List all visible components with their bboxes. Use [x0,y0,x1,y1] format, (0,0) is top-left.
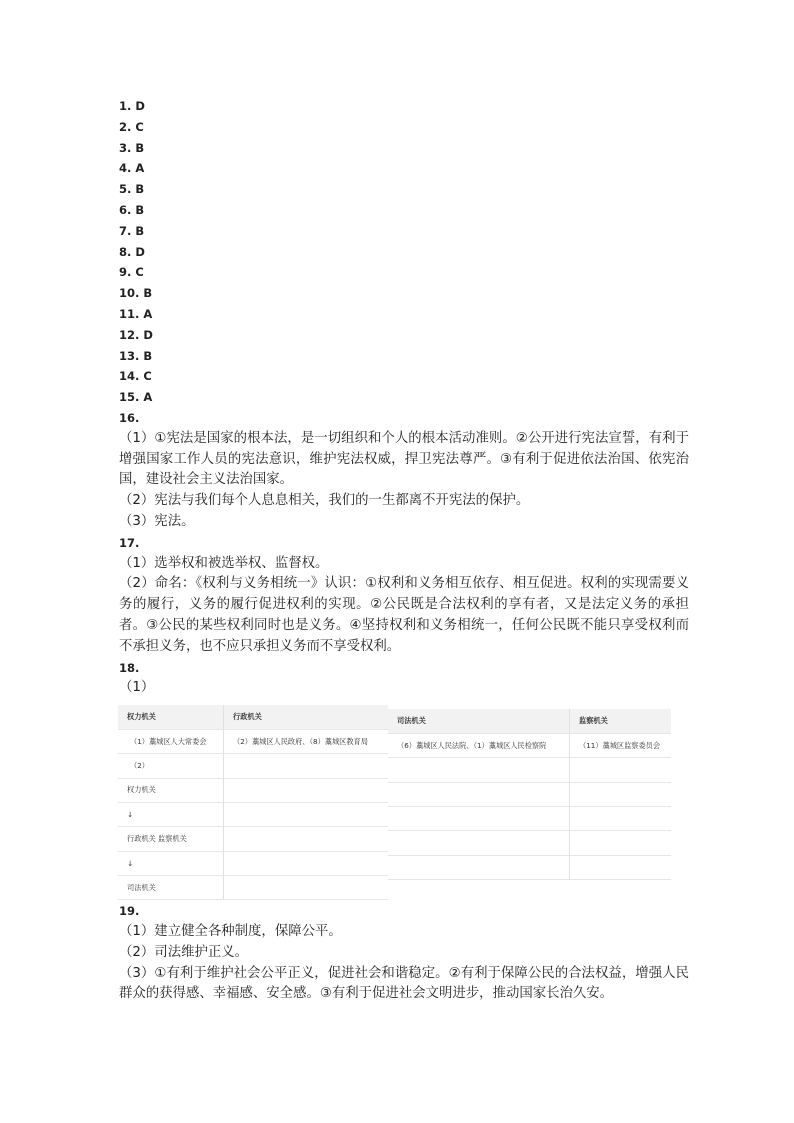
table-row [388,782,671,806]
table-cell: （2）藁城区人民政府、（8）藁城区教育局 [224,730,389,754]
table-cell [224,778,389,802]
mc-answer: 14. C [119,369,152,384]
mc-answer: 9. C [119,265,144,280]
q17-answer-1: （1）选举权和被选举权、监督权。 [119,555,329,571]
table-header: 监察机关 [570,709,672,734]
table-cell [224,827,389,851]
mc-answer: 13. B [119,348,153,363]
table-row [388,831,671,855]
table-cell [388,855,570,879]
table-row [118,851,388,875]
table-row [118,730,388,754]
mc-answer: 4. A [119,161,145,176]
table-cell: （2） [118,754,224,778]
table-cell: ↓ [118,803,224,827]
table-cell: 司法机关 [118,875,224,899]
table-cell [388,782,570,806]
table-cell [570,758,672,782]
table-header: 司法机关 [388,709,570,734]
organs-table-right [388,709,671,880]
table-cell: （6）藁城区人民法院、（1）藁城区人民检察院 [388,734,570,758]
answer-sheet [119,96,689,1005]
table-header: 行政机关 [224,705,389,730]
table-cell: （11）藁城区监察委员会 [570,734,672,758]
mc-answer: 6. B [119,202,145,217]
table-cell [570,855,672,879]
mc-answer: 10. B [119,286,153,301]
mc-answer: 7. B [119,223,145,238]
table-cell [224,754,389,778]
mc-answer: 15. A [119,390,153,405]
table-cell [388,831,570,855]
question-16-number: 16. [119,410,140,425]
table-cell [388,758,570,782]
table-cell [224,803,389,827]
q16-answer-3: （3）宪法。 [119,513,195,529]
table-row [118,875,388,899]
table-cell: （1）藁城区人大常委会 [118,730,224,754]
table-row [118,827,388,851]
table-row [118,778,388,802]
table-header: 权力机关 [118,705,224,730]
mc-answer: 11. A [119,306,153,321]
mc-answer: 5. B [119,182,145,197]
q16-answer-2: （2）宪法与我们每个人息息相关，我们的一生都离不开宪法的保护。 [119,493,530,509]
table-cell [570,807,672,831]
state-organs-tables [118,705,689,901]
question-19-number: 19. [119,904,140,919]
mc-answer: 1. D [119,99,145,113]
organs-table-left [118,705,388,900]
table-row [388,855,671,879]
q19-answer-3: （3）①有利于维护社会公平正义，促进社会和谐稳定。②有利于保障公民的合法权益，增强人民群众的获得感、幸福感、安全感。③有利于促进社会文明进步，推动国家长治久安。 [119,965,689,1002]
table-cell [224,875,389,899]
q18-answer-1: （1） [119,680,155,696]
q17-answer-2: （2）命名：《权利与义务相统一》认识：①权利和义务相互依存、相互促进。权利的实现需要义务的履行，义务的履行促进权利的实现。②公民既是合法权利的享有者，又是法定义务的承担者。③公民的某些权利同时也是义务。④坚持权利和义务相统一，任何公民既不能只享受权利而不承担义务，也不应只承担义务而不享受权利。 [119,576,689,654]
table-row [388,758,671,782]
multiple-choice-answers [119,96,689,408]
table-cell [570,831,672,855]
mc-answer: 12. D [119,327,153,342]
table-row [388,734,671,758]
q19-answer-1: （1）建立健全各种制度，保障公平。 [119,923,342,939]
q16-answer-1: （1）①宪法是国家的根本法，是一切组织和个人的根本活动准则。②公开进行宪法宣誓，有利于增强国家工作人员的宪法意识，维护宪法权威，捍卫宪法尊严。③有利于促进依法治国、依宪治国，建设社会主义法治国家。 [119,430,689,488]
table-cell: ↓ [118,851,224,875]
question-18-number: 18. [119,660,140,675]
mc-answer: 8. D [119,244,145,259]
mc-answer: 3. B [119,140,145,155]
table-row [118,803,388,827]
table-cell [388,807,570,831]
table-cell: 权力机关 [118,778,224,802]
table-cell [224,851,389,875]
table-cell: 行政机关 监察机关 [118,827,224,851]
table-row [388,807,671,831]
table-row [118,754,388,778]
q19-answer-2: （2）司法维护正义。 [119,944,249,960]
question-17-number: 17. [119,535,140,550]
mc-answer: 2. C [119,119,144,134]
table-cell [570,782,672,806]
